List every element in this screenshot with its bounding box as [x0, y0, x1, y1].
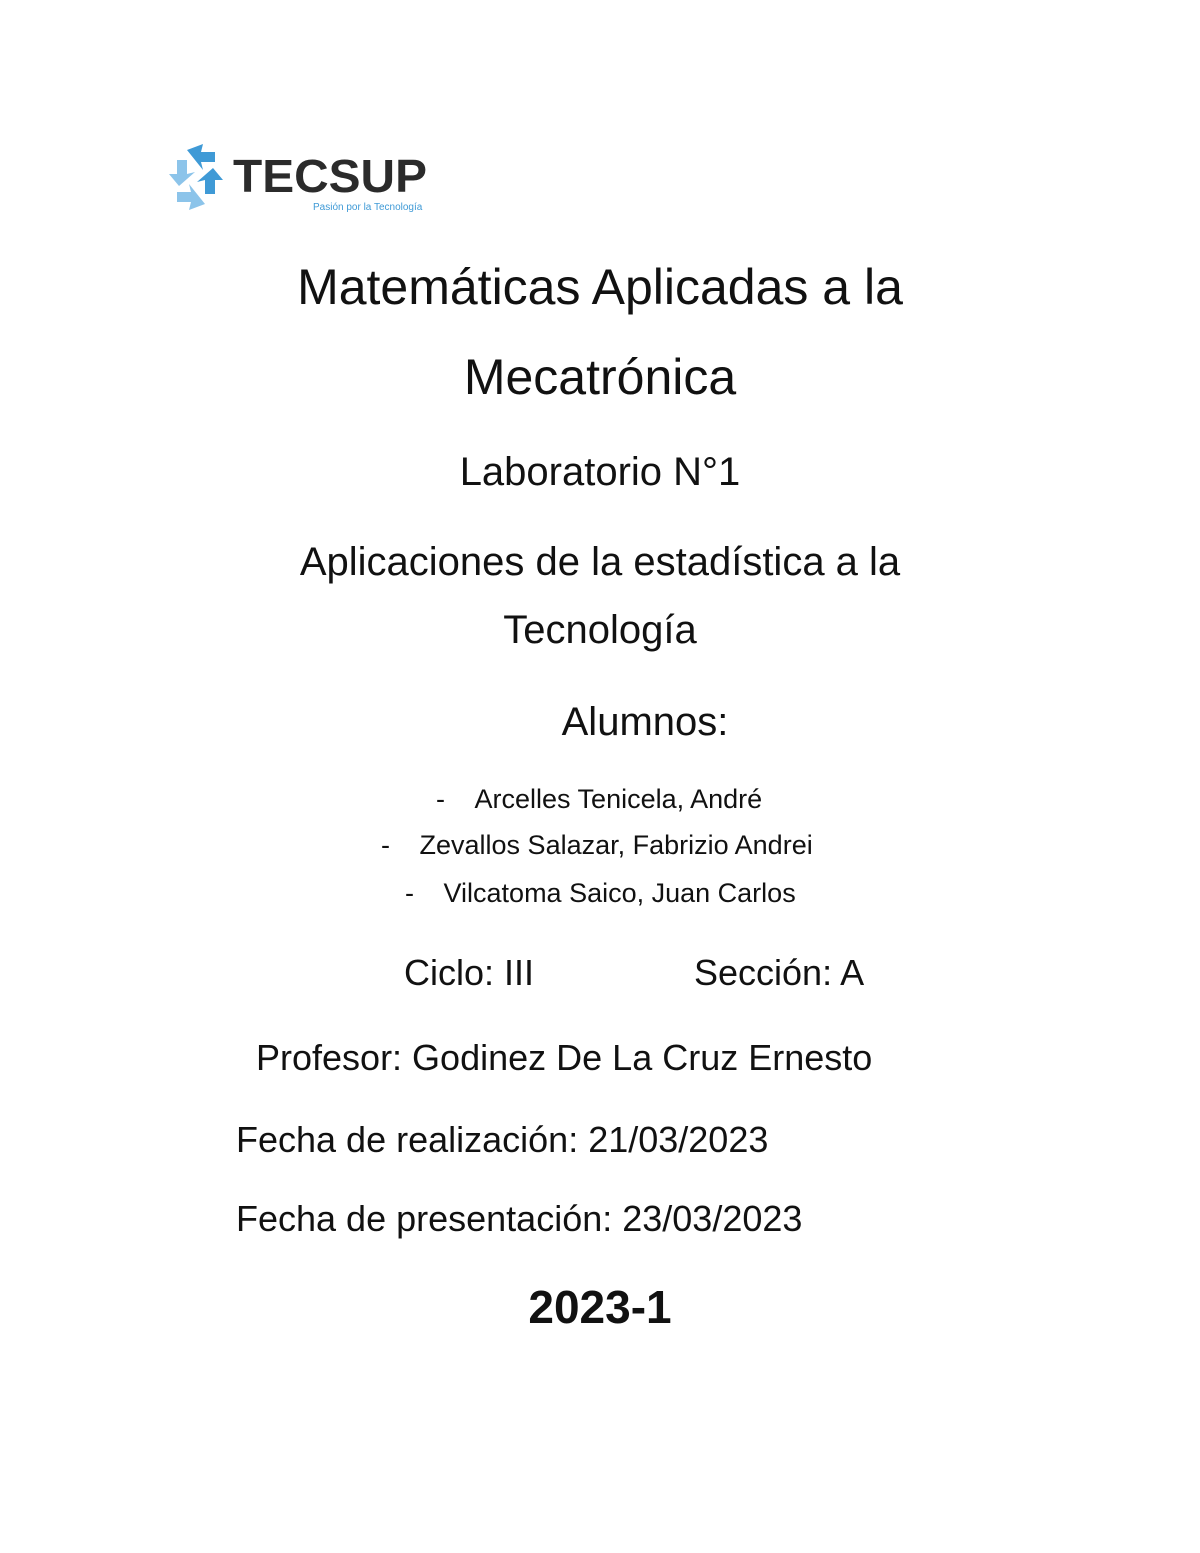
course-title-line2: Mecatrónica [463, 349, 737, 405]
seccion: Sección: A [694, 952, 865, 993]
course-title-line1: Matemáticas Aplicadas a la [297, 259, 903, 315]
fecha-realizacion: Fecha de realización: 21/03/2023 [236, 1119, 769, 1160]
tecsup-tagline: Pasión por la Tecnología [313, 202, 423, 213]
student-name: Vilcatoma Saico, Juan Carlos [443, 878, 796, 908]
ciclo: Ciclo: III [404, 952, 535, 993]
student-bullet: - [436, 784, 445, 814]
student-item [436, 786, 762, 813]
student-name: Arcelles Tenicela, André [474, 784, 763, 814]
profesor: Profesor: Godinez De La Cruz Ernesto [256, 1037, 873, 1078]
academic-period: 2023-1 [528, 1281, 672, 1333]
student-item [405, 880, 796, 907]
student-bullet: - [405, 878, 414, 908]
lab-topic-line1: Aplicaciones de la estadística a la [299, 540, 901, 584]
student-item [381, 832, 813, 859]
tecsup-arrows-icon [169, 144, 223, 210]
tecsup-logo [165, 138, 435, 218]
fecha-presentacion: Fecha de presentación: 23/03/2023 [236, 1198, 803, 1239]
student-bullet: - [381, 830, 390, 860]
tecsup-brand-text: TECSUP [233, 150, 427, 202]
students-heading: Alumnos: [561, 700, 729, 744]
lab-topic-line2: Tecnología [503, 608, 697, 652]
lab-number: Laboratorio N°1 [459, 450, 741, 494]
student-name: Zevallos Salazar, Fabrizio Andrei [419, 830, 813, 860]
